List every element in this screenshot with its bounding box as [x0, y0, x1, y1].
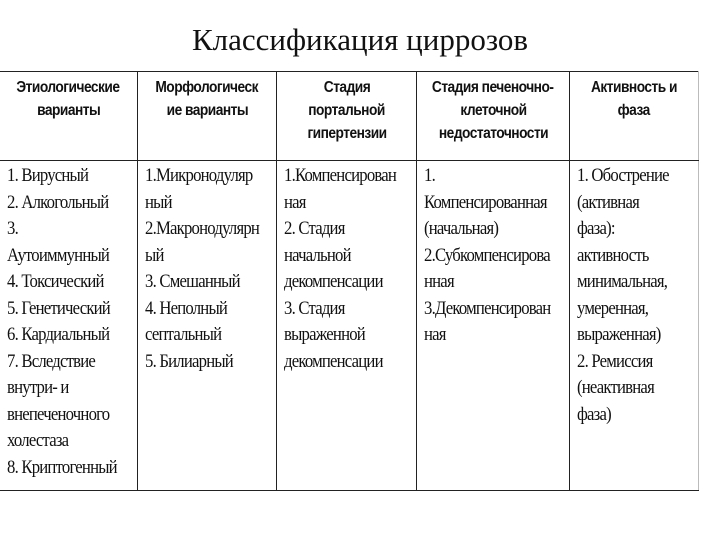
header-activity-phase — [569, 72, 698, 161]
list-item: декомпенсации — [284, 350, 383, 372]
list-item: 3. Смешанный — [144, 271, 240, 292]
cell-portal-hypertension — [277, 161, 417, 491]
list-item: минимальная, — [576, 271, 667, 292]
list-item: 7. Вследствие — [7, 350, 96, 372]
header-etiology — [0, 72, 137, 161]
list-item: нная — [424, 271, 455, 292]
list-item: умеренная, — [576, 297, 648, 319]
header-line: фаза — [617, 102, 650, 119]
list-item: фаза) — [576, 403, 611, 425]
header-liver-failure — [417, 72, 569, 161]
header-morphology — [137, 72, 276, 161]
header-portal-hypertension — [277, 72, 417, 161]
list-item: 2. Стадия — [284, 218, 345, 239]
list-item: внепеченочного — [7, 403, 110, 425]
header-line: Активность и — [590, 79, 677, 96]
list-item: фаза): — [576, 218, 615, 239]
header-line: Морфологическ — [155, 79, 259, 96]
list-item: ная — [284, 191, 306, 213]
list-item: начальной — [284, 244, 351, 266]
list-item: 1.Микронодуляр — [144, 165, 253, 186]
list-item: 6. Кардиальный — [7, 324, 110, 345]
slide-title: Классификация циррозов — [191, 22, 529, 57]
classification-table — [0, 71, 699, 491]
list-item: 8. Криптогенный — [7, 456, 117, 478]
list-item: 2. Алкогольный — [7, 191, 109, 213]
list-item: активность — [576, 244, 649, 266]
cell-etiology — [0, 161, 137, 491]
list-item: Компенсированная — [424, 191, 548, 213]
header-line: Стадия — [323, 79, 370, 96]
list-item: (неактивная — [576, 377, 654, 398]
list-item: 1. — [424, 165, 436, 186]
list-item: 4. Неполный — [144, 297, 227, 319]
list-item: холестаза — [7, 430, 69, 451]
table-row — [0, 161, 699, 491]
list-item: внутри- и — [7, 377, 69, 398]
list-item: ый — [144, 244, 164, 266]
list-item: 2.Субкомпенсирова — [424, 244, 551, 266]
cell-activity-phase — [569, 161, 698, 491]
list-item: 5. Генетический — [7, 297, 110, 319]
header-line: недостаточности — [438, 125, 548, 142]
list-item: (начальная) — [424, 218, 499, 239]
header-row — [0, 72, 699, 161]
header-line: клеточной — [459, 102, 527, 119]
list-item: 5. Билиарный — [144, 350, 233, 372]
list-item: 4. Токсический — [7, 271, 104, 292]
list-item: 3.Декомпенсирован — [424, 297, 551, 319]
cell-liver-failure — [417, 161, 569, 491]
list-item: (активная — [576, 191, 639, 213]
list-item: 1.Компенсирован — [284, 165, 397, 186]
header-line: портальной — [308, 102, 386, 119]
list-item: ная — [424, 324, 447, 345]
header-line: гипертензии — [307, 125, 387, 142]
list-item: 1. Вирусный — [7, 165, 89, 186]
list-item: ный — [144, 191, 172, 213]
list-item: выраженной — [284, 324, 366, 345]
list-item: 3. Стадия — [284, 297, 345, 319]
list-item: 2.Макронодулярн — [144, 218, 259, 239]
list-item: септальный — [144, 324, 222, 345]
header-line: ие варианты — [166, 102, 248, 119]
list-item: выраженная) — [576, 324, 661, 345]
list-item: 1. Обострение — [576, 165, 669, 186]
list-item: 3. — [7, 218, 18, 239]
header-line: Стадия печеночно- — [432, 79, 554, 96]
list-item: декомпенсации — [284, 271, 383, 292]
header-line: варианты — [36, 102, 100, 119]
list-item: Аутоиммунный — [7, 244, 110, 266]
list-item: 2. Ремиссия — [576, 350, 653, 372]
header-line: Этиологические — [16, 79, 120, 96]
cell-morphology — [137, 161, 276, 491]
